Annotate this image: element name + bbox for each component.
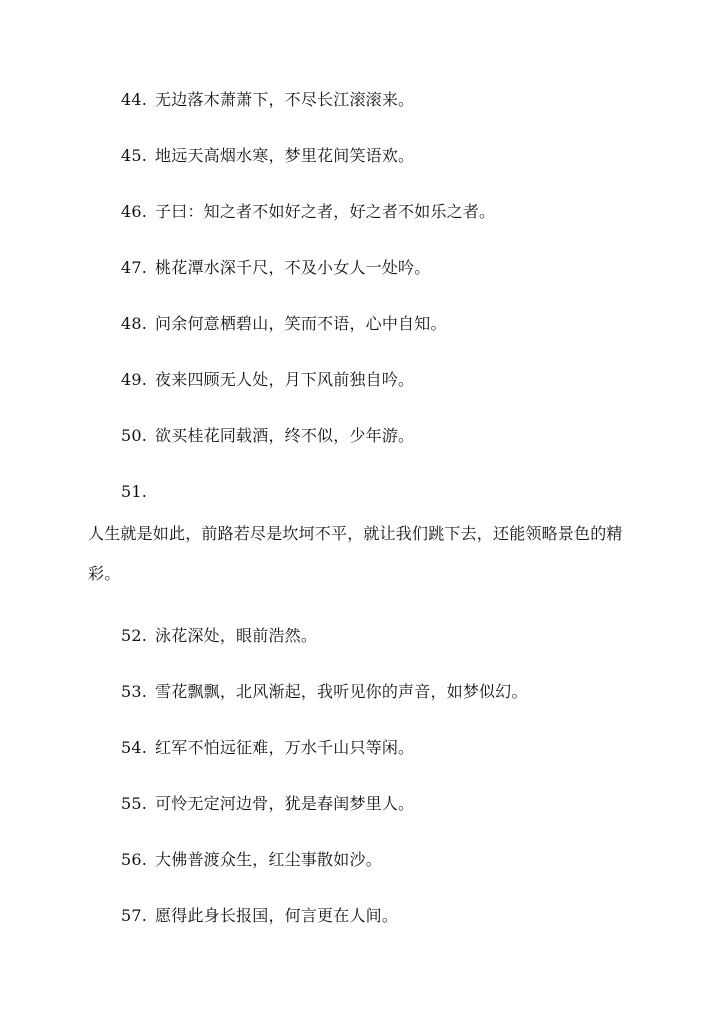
list-item [121, 90, 414, 110]
list-item [121, 906, 398, 926]
item-text: 无边落木萧萧下，不尽长江滚滚来。 [155, 90, 415, 109]
list-item [121, 738, 414, 758]
list-item [121, 682, 528, 702]
item-number: 53. [121, 682, 148, 701]
item-text: 可怜无定河边骨，犹是春闺梦里人。 [155, 794, 415, 813]
paragraph-51: 人生就是如此，前路若尽是坎坷不平，就让我们跳下去，还能领略景色的精彩。 [88, 524, 623, 583]
list-item [121, 794, 414, 814]
item-number: 56. [121, 850, 148, 869]
item-number: 57. [121, 906, 148, 925]
item-text: 红军不怕远征难，万水千山只等闲。 [155, 738, 415, 757]
item-number: 55. [121, 794, 148, 813]
list-item [121, 370, 414, 390]
list-item [121, 314, 447, 334]
item-number: 48. [121, 314, 148, 333]
list-item [121, 850, 382, 870]
list-item [121, 626, 317, 646]
list-item [121, 146, 414, 166]
item-text: 愿得此身长报国，何言更在人间。 [155, 906, 399, 925]
item-number: 50. [121, 426, 148, 445]
item-text: 欲买桂花同载酒，终不似，少年游。 [155, 426, 415, 445]
item-text: 桃花潭水深千尺，不及小女人一处吟。 [155, 258, 431, 277]
list-item [121, 426, 414, 446]
item-text: 大佛普渡众生，红尘事散如沙。 [155, 850, 382, 869]
item-number: 44. [121, 90, 148, 109]
item-text: 子曰：知之者不如好之者，好之者不如乐之者。 [155, 202, 496, 221]
item-number: 52. [121, 626, 148, 645]
item-text: 问余何意栖碧山，笑而不语，心中自知。 [155, 314, 447, 333]
item-text: 夜来四顾无人处，月下风前独自吟。 [155, 370, 415, 389]
list-item [121, 202, 495, 222]
item-number: 45. [121, 146, 148, 165]
list-item [121, 482, 155, 502]
item-number: 47. [121, 258, 148, 277]
item-number: 49. [121, 370, 148, 389]
list-item [121, 258, 430, 278]
item-text: 地远天高烟水寒，梦里花间笑语欢。 [155, 146, 415, 165]
item-number: 46. [121, 202, 148, 221]
item-text: 雪花飘飘，北风渐起，我听见你的声音，如梦似幻。 [155, 682, 528, 701]
item-text: 泳花深处，眼前浩然。 [155, 626, 318, 645]
item-number: 54. [121, 738, 148, 757]
item-number: 51. [121, 482, 148, 501]
